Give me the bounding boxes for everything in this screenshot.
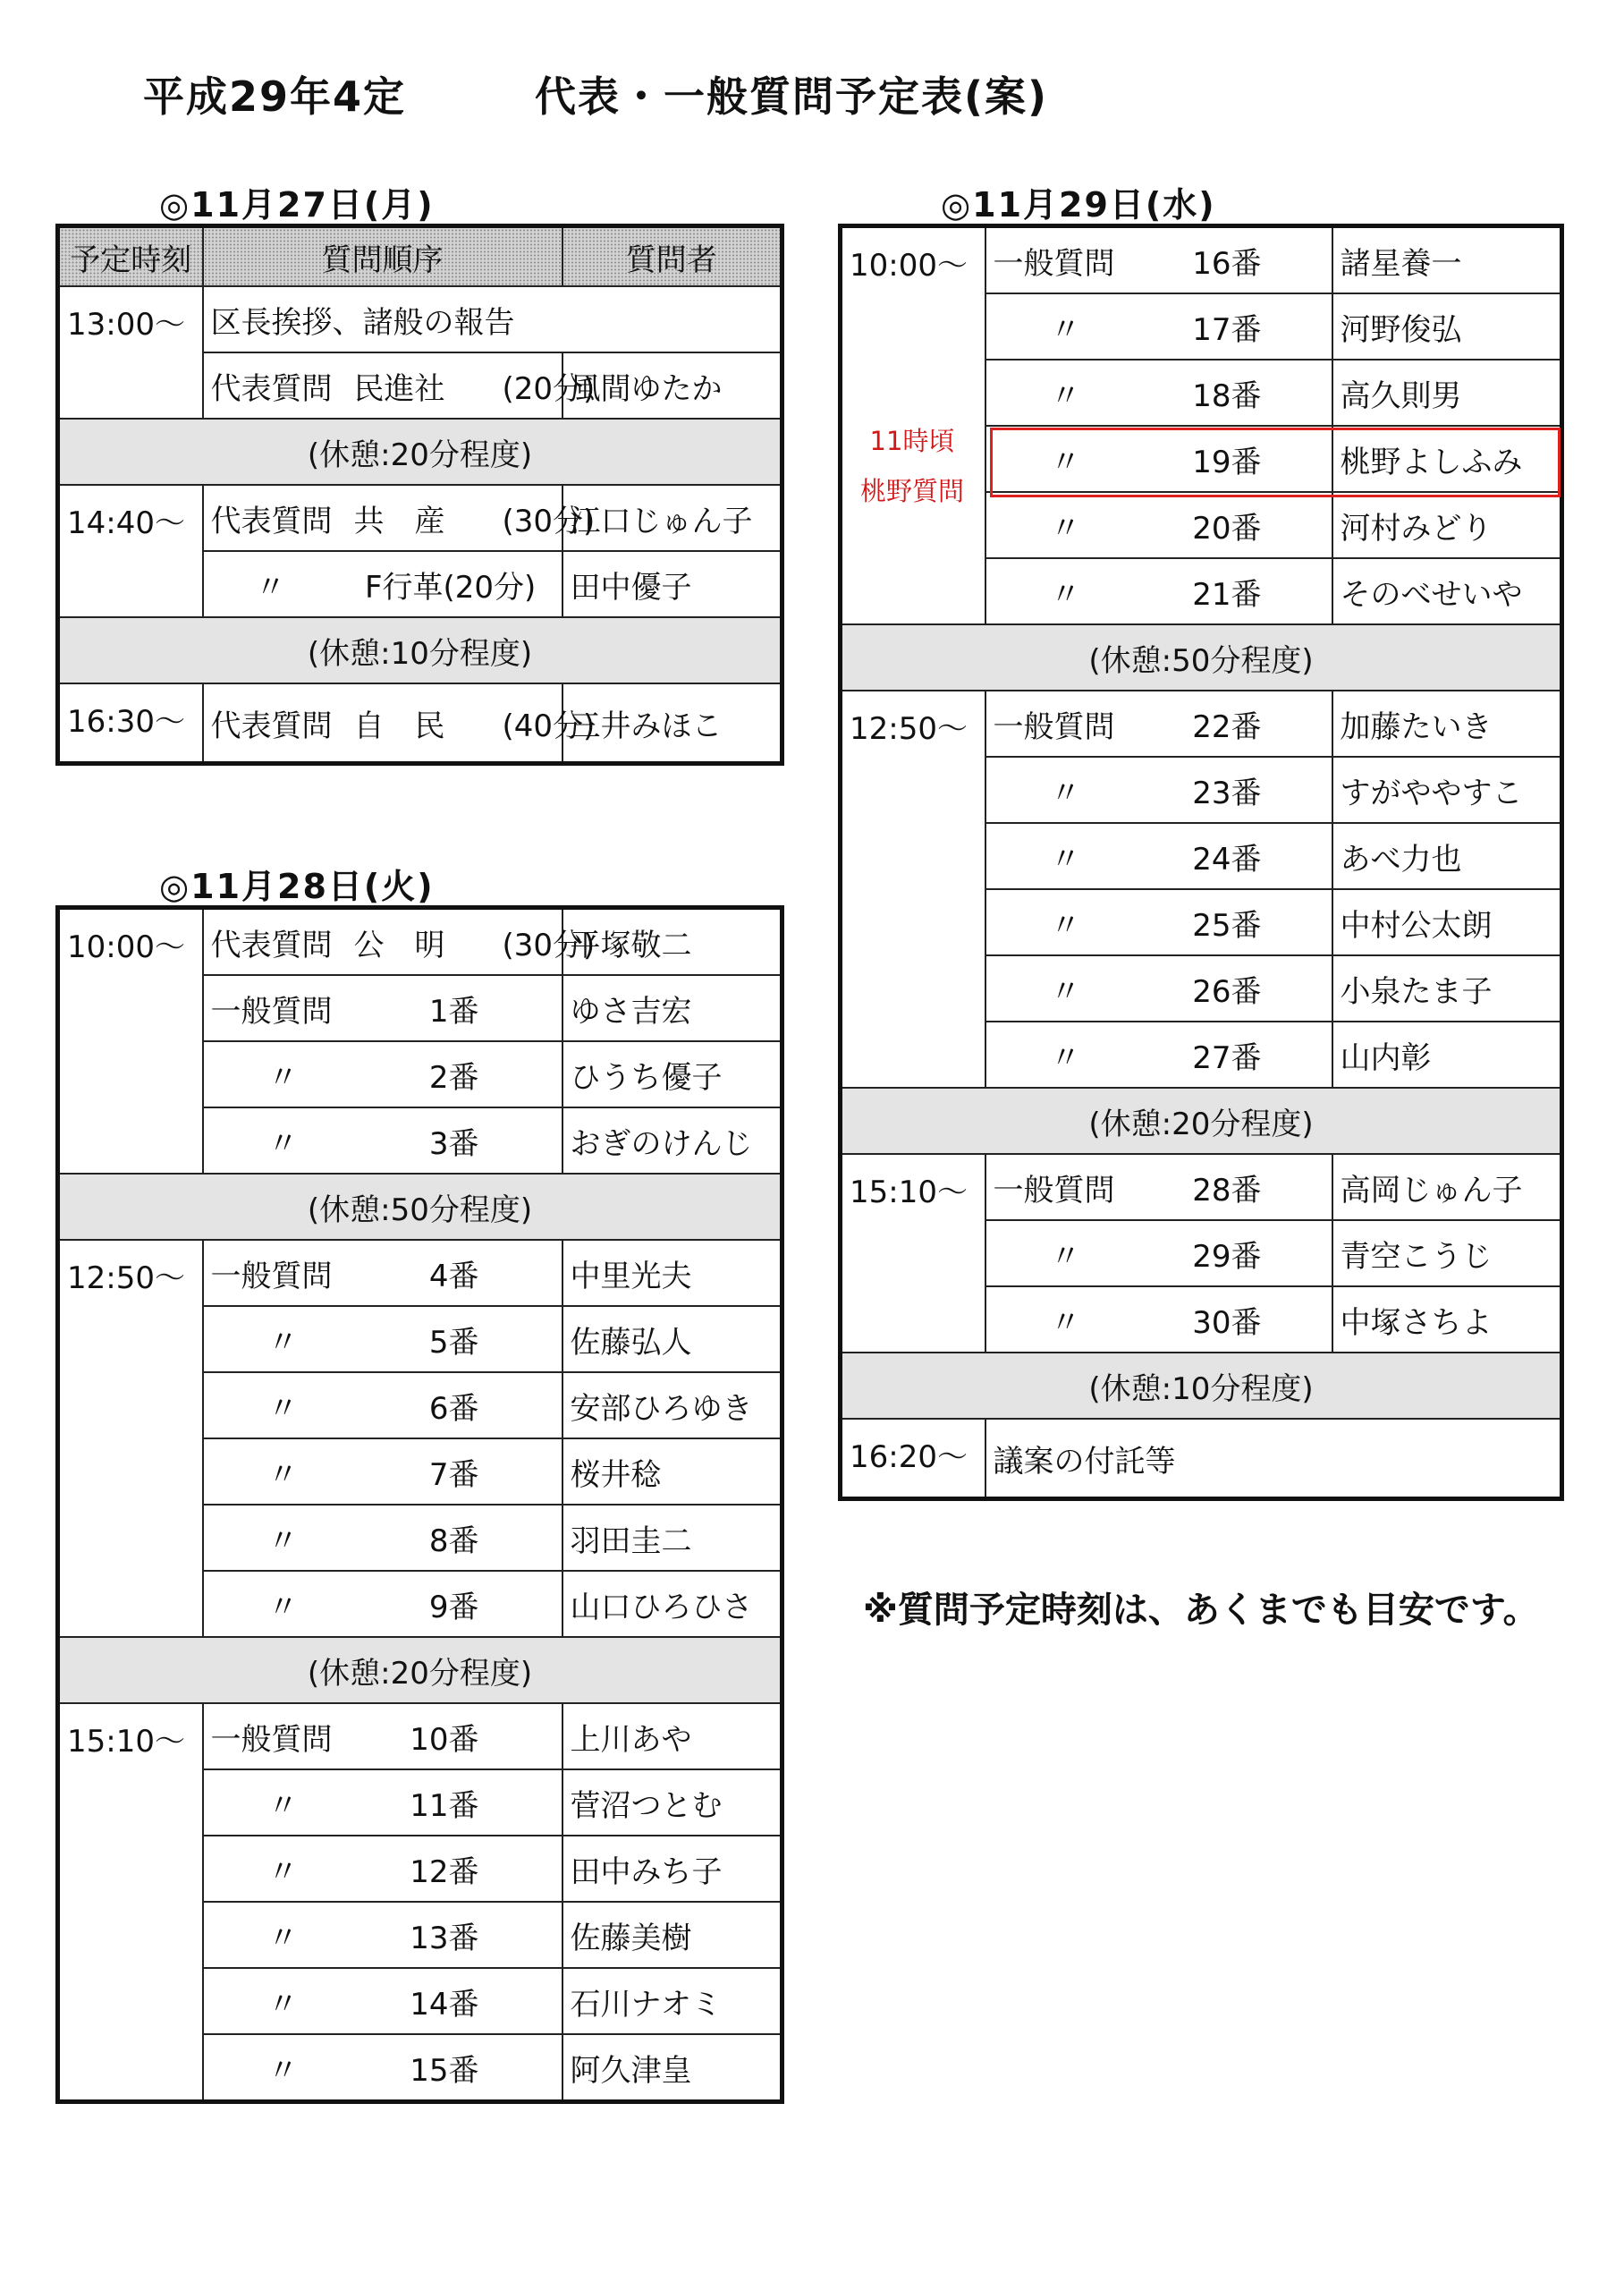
order-cell (203, 551, 562, 617)
order-cell (985, 1220, 1332, 1286)
order-cell (985, 226, 1332, 294)
question-number: 15番 (410, 2052, 479, 2089)
column-header-time: 予定時刻 (58, 226, 203, 287)
ditto-mark: 〃 (267, 1589, 299, 1625)
order-cell (985, 293, 1332, 360)
question-number: 14番 (410, 1986, 479, 2023)
break-cell: (休憩:20分程度) (58, 419, 782, 485)
page-title: 代表・一般質問予定表(案) (535, 72, 1049, 121)
highlight-box (990, 428, 1561, 497)
speaker-cell: 中里光夫 (562, 1240, 782, 1306)
speaker-cell: 三井みほこ (562, 683, 782, 764)
party-name: F行革 (364, 569, 444, 606)
order-cell (985, 558, 1332, 624)
table-row (58, 1240, 782, 1306)
order-cell (203, 2034, 562, 2102)
break-row (58, 419, 782, 485)
ditto-mark: 〃 (267, 1456, 299, 1493)
question-number: 28番 (1192, 1172, 1262, 1209)
order-cell (985, 691, 1332, 757)
ditto-mark: 〃 (1050, 775, 1081, 811)
question-type: 代表質問 (210, 503, 333, 539)
item-cell: 議案の付託等 (985, 1419, 1562, 1499)
speaker-cell: 風間ゆたか (562, 352, 782, 419)
duration: (20分) (502, 370, 596, 407)
party-name: 共 産 (353, 503, 445, 539)
time-cell: 12:50～ (841, 691, 985, 1088)
question-number: 1番 (428, 993, 479, 1030)
red-annotation (854, 416, 970, 516)
break-cell: (休憩:50分程度) (58, 1174, 782, 1240)
speaker-cell: 田中優子 (562, 551, 782, 617)
order-cell (985, 955, 1332, 1022)
speaker-cell: 上川あや (562, 1703, 782, 1769)
question-number: 12番 (410, 1853, 479, 1890)
order-cell (985, 1286, 1332, 1353)
time-cell: 12:50～ (58, 1240, 203, 1637)
question-type: 一般質問 (993, 708, 1115, 745)
order-cell (203, 1968, 562, 2034)
ditto-mark: 〃 (267, 1125, 299, 1162)
break-cell: (休憩:50分程度) (841, 624, 1562, 691)
table-row (58, 683, 782, 764)
ditto-mark: 〃 (267, 2052, 299, 2089)
speaker-cell: 佐藤弘人 (562, 1306, 782, 1372)
order-cell (203, 975, 562, 1041)
question-number: 22番 (1192, 708, 1262, 745)
question-type: 代表質問 (210, 370, 333, 407)
ditto-mark: 〃 (267, 1853, 299, 1890)
question-number: 17番 (1192, 311, 1262, 348)
day1-table (55, 224, 784, 766)
order-cell (203, 1571, 562, 1637)
ditto-mark: 〃 (267, 1920, 299, 1956)
question-number: 24番 (1192, 841, 1262, 878)
ditto-mark: 〃 (1050, 841, 1081, 878)
day3-heading: ◎11月29日(水) (941, 185, 1216, 225)
table-row (841, 691, 1562, 757)
ditto-mark: 〃 (267, 1986, 299, 2023)
ditto-mark: 〃 (1050, 907, 1081, 944)
ditto-mark: 〃 (1050, 1039, 1081, 1076)
order-cell (203, 1902, 562, 1968)
speaker-cell: 安部ひろゆき (562, 1372, 782, 1438)
day1-heading: ◎11月27日(月) (159, 185, 435, 225)
table-row (841, 1419, 1562, 1499)
question-number: 8番 (428, 1522, 479, 1559)
order-cell (203, 1769, 562, 1836)
day2-heading: ◎11月28日(火) (159, 867, 435, 906)
ditto-mark: 〃 (267, 1324, 299, 1361)
order-cell (203, 1107, 562, 1174)
table-row (841, 226, 1562, 294)
question-number: 29番 (1192, 1238, 1262, 1275)
speaker-cell: 石川ナオミ (562, 1968, 782, 2034)
speaker-cell: すがややすこ (1332, 757, 1562, 823)
table-row (58, 1703, 782, 1769)
order-cell (985, 889, 1332, 955)
question-number: 4番 (428, 1258, 479, 1294)
break-row (841, 624, 1562, 691)
ditto-mark: 〃 (267, 1522, 299, 1559)
question-number: 21番 (1192, 576, 1262, 613)
speaker-cell: 河村みどり (1332, 492, 1562, 558)
order-cell (985, 823, 1332, 889)
question-number: 9番 (428, 1589, 479, 1625)
speaker-cell: 山内彰 (1332, 1022, 1562, 1088)
time-cell: 14:40～ (58, 485, 203, 617)
speaker-cell: 高久則男 (1332, 360, 1562, 426)
speaker-cell: あべ力也 (1332, 823, 1562, 889)
speaker-cell: ひうち優子 (562, 1041, 782, 1107)
speaker-cell: 田中みち子 (562, 1836, 782, 1902)
order-cell (203, 1703, 562, 1769)
time-cell: 13:00～ (58, 286, 203, 419)
question-number: 20番 (1192, 510, 1262, 547)
ditto-mark: 〃 (1050, 377, 1081, 414)
table-row (841, 1154, 1562, 1220)
speaker-cell: 江口じゅん子 (562, 485, 782, 551)
order-cell (203, 1041, 562, 1107)
question-number: 5番 (428, 1324, 479, 1361)
break-cell: (休憩:10分程度) (841, 1353, 1562, 1419)
order-cell (203, 1372, 562, 1438)
order-cell (203, 1505, 562, 1571)
table-row (58, 908, 782, 976)
party-name: 民進社 (353, 370, 445, 407)
question-type: 一般質問 (993, 245, 1115, 282)
session-label: 平成29年4定 (143, 72, 407, 121)
speaker-cell: 加藤たいき (1332, 691, 1562, 757)
column-header-order: 質問順序 (203, 226, 562, 287)
time-cell: 15:10～ (841, 1154, 985, 1353)
question-number: 11番 (410, 1787, 479, 1824)
question-number: 19番 (1192, 444, 1262, 480)
question-number: 16番 (1192, 245, 1262, 282)
ditto-mark: 〃 (1050, 1304, 1081, 1341)
speaker-cell: 青空こうじ (1332, 1220, 1562, 1286)
speaker-cell: 桃野よしふみ (1332, 426, 1562, 492)
speaker-cell: 阿久津皇 (562, 2034, 782, 2102)
speaker-cell: 菅沼つとむ (562, 1769, 782, 1836)
order-cell (985, 360, 1332, 426)
ditto-mark: 〃 (1050, 1238, 1081, 1275)
question-number: 26番 (1192, 973, 1262, 1010)
ditto-mark: 〃 (1050, 576, 1081, 613)
break-cell: (休憩:20分程度) (58, 1637, 782, 1703)
table-row (58, 485, 782, 551)
time-cell: 16:20～ (841, 1419, 985, 1499)
question-type: 一般質問 (210, 993, 333, 1030)
speaker-cell: ゆさ吉宏 (562, 975, 782, 1041)
time-cell: 16:30～ (58, 683, 203, 764)
speaker-cell: 中塚さちよ (1332, 1286, 1562, 1353)
speaker-cell: 小泉たま子 (1332, 955, 1562, 1022)
speaker-cell: 佐藤美樹 (562, 1902, 782, 1968)
question-number: 25番 (1192, 907, 1262, 944)
speaker-cell: 高岡じゅん子 (1332, 1154, 1562, 1220)
order-cell (985, 757, 1332, 823)
order-cell (203, 683, 596, 764)
party-name: 自 民 (353, 708, 445, 744)
duration: (30分) (502, 503, 596, 539)
ditto-mark: 〃 (267, 1390, 299, 1427)
ditto-mark: 〃 (267, 1059, 299, 1096)
order-cell (203, 908, 596, 976)
question-number: 6番 (428, 1390, 479, 1427)
question-number: 18番 (1192, 377, 1262, 414)
ditto-mark: 〃 (1050, 444, 1081, 480)
order-cell (203, 352, 596, 419)
table-header (58, 226, 782, 287)
duration: (20分) (443, 569, 537, 606)
ditto-mark: 〃 (1050, 311, 1081, 348)
day2-table (55, 905, 784, 2104)
break-cell: (休憩:20分程度) (841, 1088, 1562, 1154)
break-row (58, 1174, 782, 1240)
question-number: 27番 (1192, 1039, 1262, 1076)
column-header-speaker: 質問者 (562, 226, 782, 287)
order-cell (203, 1240, 562, 1306)
time-cell: 15:10～ (58, 1703, 203, 2102)
order-cell (203, 1836, 562, 1902)
order-cell (985, 1154, 1332, 1220)
question-number: 10番 (410, 1721, 479, 1758)
order-cell (985, 492, 1332, 558)
question-number: 23番 (1192, 775, 1262, 811)
speaker-cell: 桜井稔 (562, 1438, 782, 1505)
time-cell: 10:00～ (841, 226, 985, 625)
question-number: 30番 (1192, 1304, 1262, 1341)
annotation-line: 桃野質問 (859, 476, 964, 506)
speaker-cell: そのべせいや (1332, 558, 1562, 624)
break-cell: (休憩:10分程度) (58, 617, 782, 683)
ditto-mark: 〃 (1050, 510, 1081, 547)
question-number: 13番 (410, 1920, 479, 1956)
duration: (30分) (502, 927, 596, 963)
order-cell (985, 1022, 1332, 1088)
speaker-cell: おぎのけんじ (562, 1107, 782, 1174)
speaker-cell: 諸星養一 (1332, 226, 1562, 294)
break-row (58, 1637, 782, 1703)
speaker-cell: 河野俊弘 (1332, 293, 1562, 360)
question-type: 代表質問 (210, 927, 333, 963)
speaker-cell: 羽田圭二 (562, 1505, 782, 1571)
ditto-mark: 〃 (255, 569, 286, 606)
question-number: 3番 (428, 1125, 479, 1162)
order-cell (203, 1438, 562, 1505)
party-name: 公 明 (353, 927, 445, 963)
order-cell (203, 1306, 562, 1372)
duration: (40分) (502, 708, 596, 744)
question-number: 7番 (428, 1456, 479, 1493)
item-cell: 区長挨拶、諸般の報告 (203, 286, 782, 352)
question-type: 一般質問 (210, 1721, 333, 1758)
question-type: 一般質問 (210, 1258, 333, 1294)
order-cell (203, 485, 596, 551)
table-row (58, 286, 782, 352)
time-cell: 10:00～ (58, 908, 203, 1175)
speaker-cell: 中村公太朗 (1332, 889, 1562, 955)
ditto-mark: 〃 (1050, 973, 1081, 1010)
break-row (841, 1353, 1562, 1419)
question-type: 一般質問 (993, 1172, 1115, 1209)
ditto-mark: 〃 (267, 1787, 299, 1824)
break-row (841, 1088, 1562, 1154)
footnote: ※質問予定時刻は、あくまでも目安です。 (863, 1590, 1539, 1631)
break-row (58, 617, 782, 683)
speaker-cell: 山口ひろひさ (562, 1571, 782, 1637)
question-number: 2番 (428, 1059, 479, 1096)
question-type: 代表質問 (210, 708, 333, 744)
annotation-line: 11時頃 (869, 426, 955, 456)
speaker-cell: 平塚敬二 (562, 908, 782, 976)
